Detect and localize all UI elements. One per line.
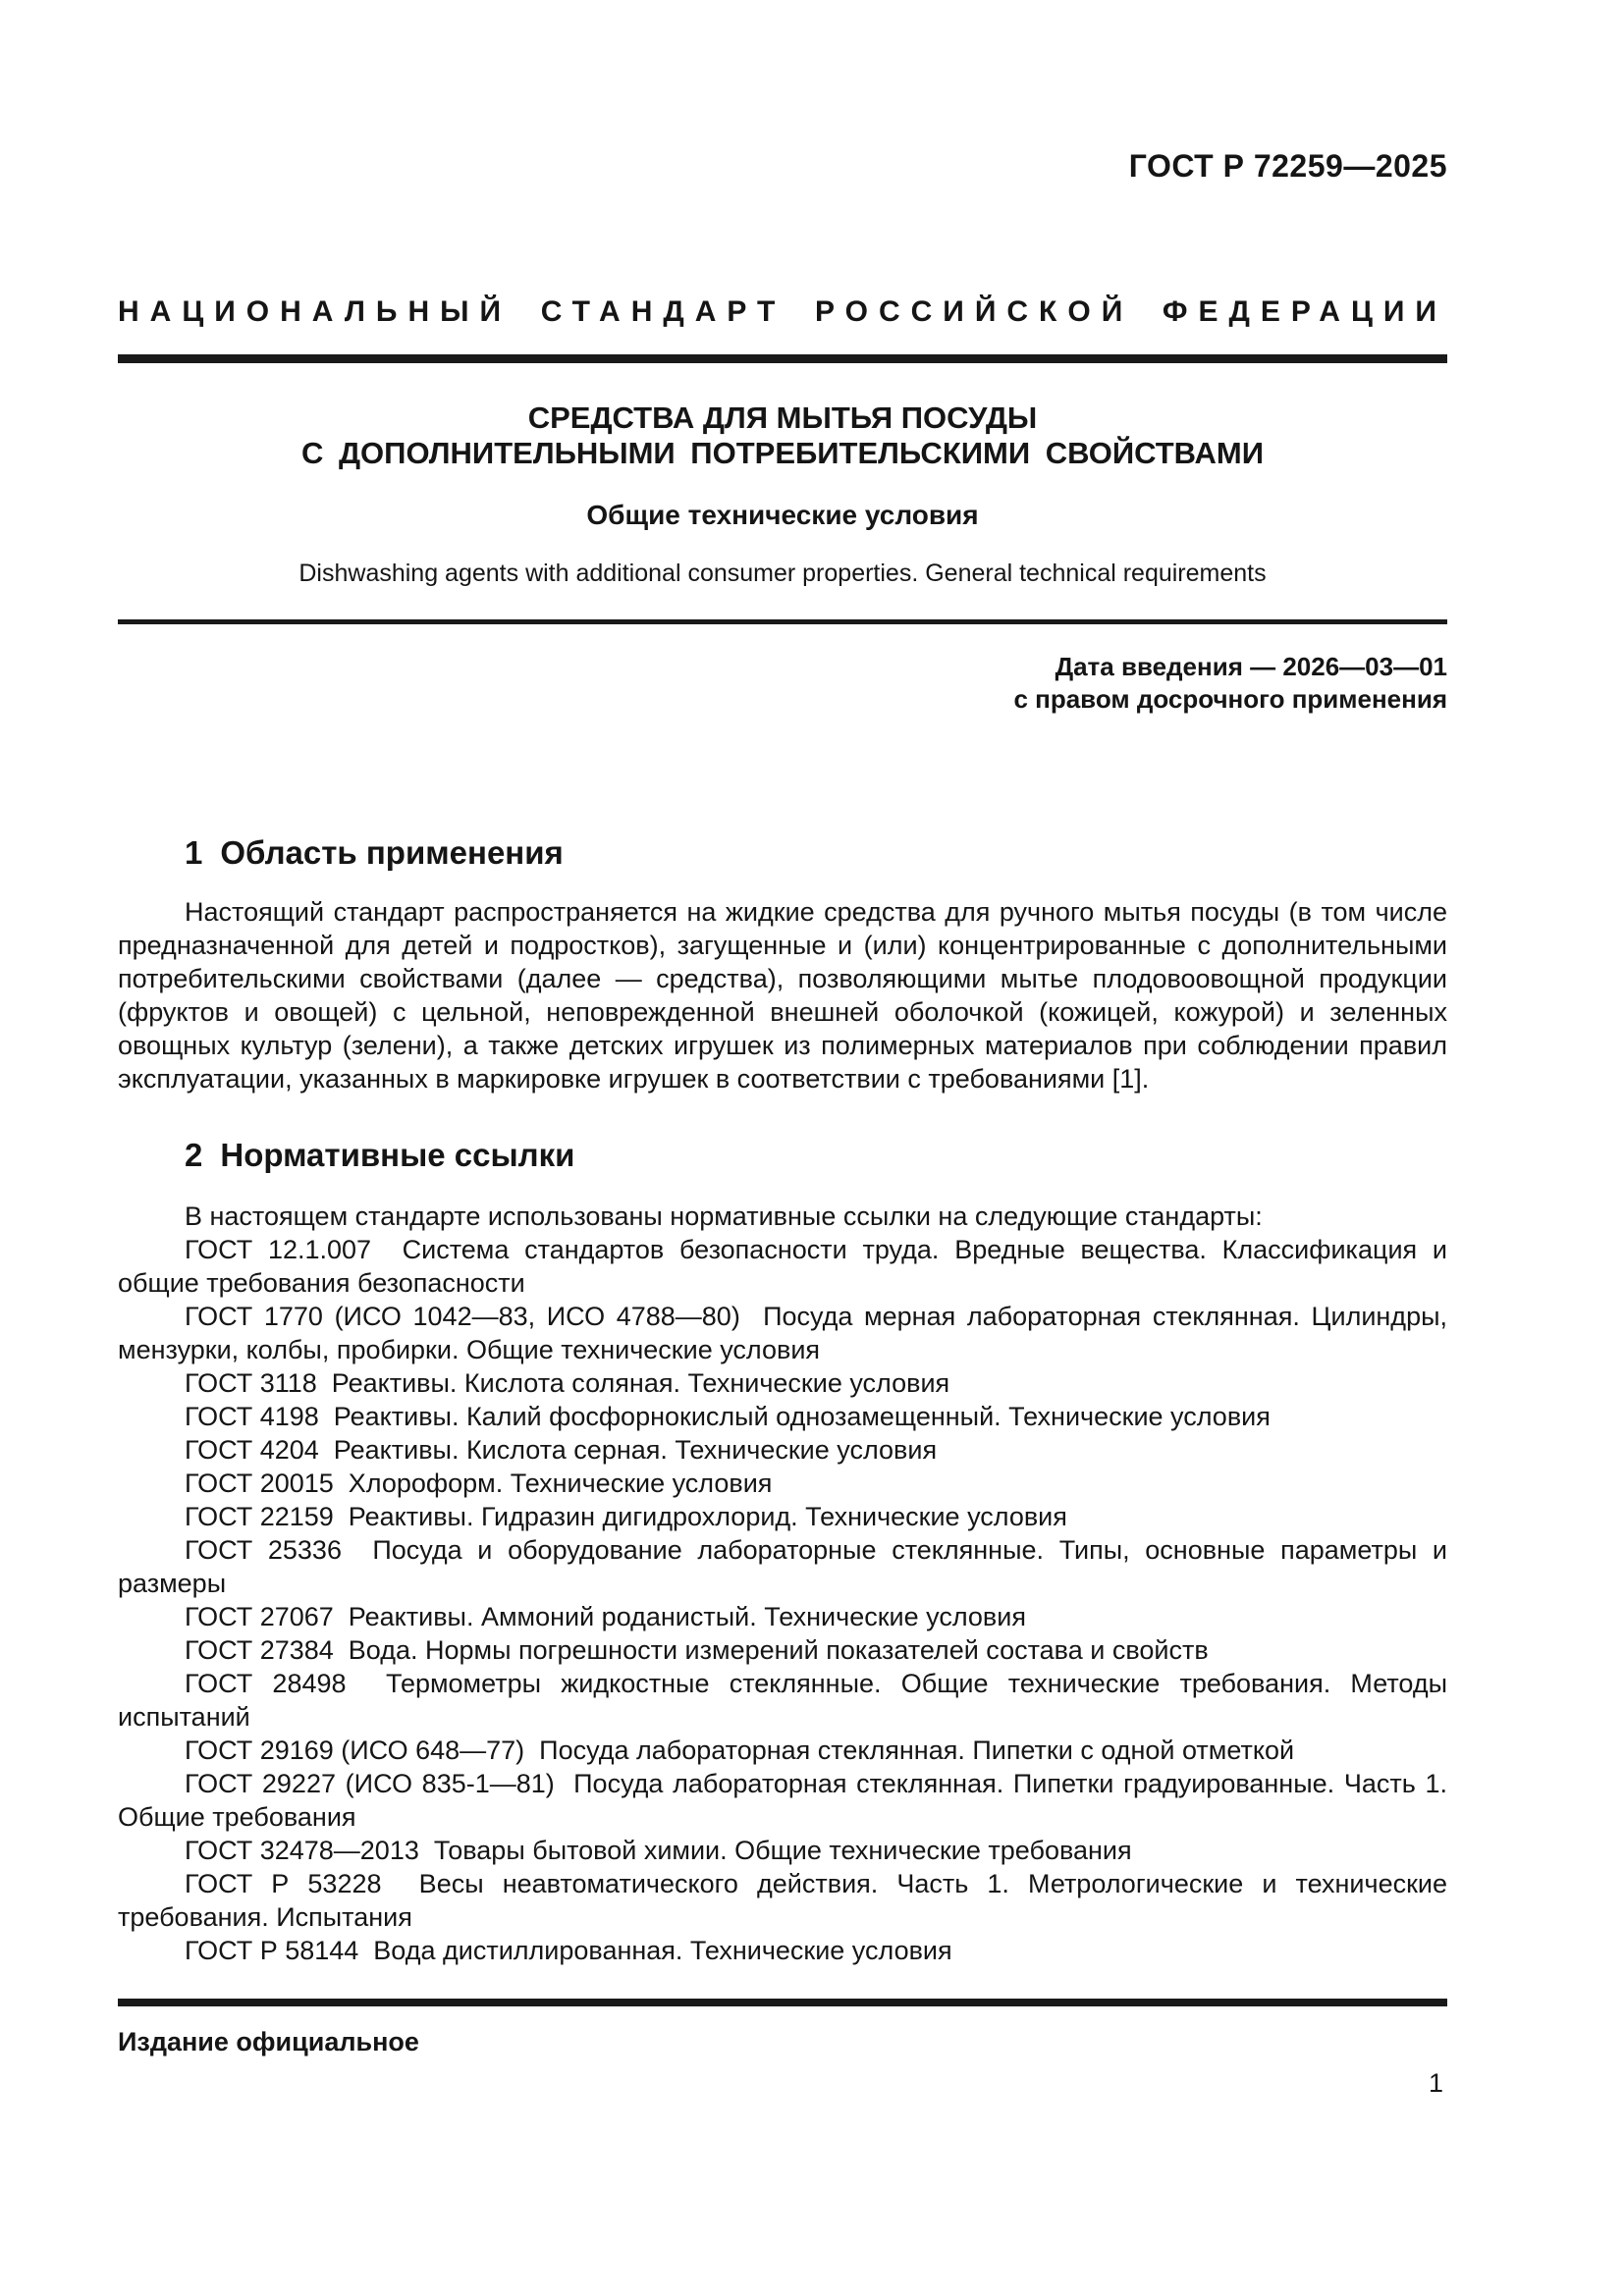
effective-date: Дата введения — 2026—03—01 <box>1055 652 1447 681</box>
footer-rule <box>118 1999 1447 2006</box>
reference-item: ГОСТ 4204 Реактивы. Кислота серная. Технические условия <box>185 1435 938 1465</box>
reference-item: ГОСТ 27067 Реактивы. Аммоний роданистый. Технические условия <box>185 1602 1026 1631</box>
reference-item: ГОСТ 3118 Реактивы. Кислота соляная. Технические условия <box>185 1368 950 1398</box>
reference-item: ГОСТ 28498 Термометры жидкостные стеклянные. Общие технические требования. Методы испытаний <box>118 1669 1455 1732</box>
reference-item: ГОСТ Р 53228 Весы неавтоматического действия. Часть 1. Метрологические и технические требования. Испытания <box>118 1869 1455 1932</box>
section-1-heading <box>118 834 1447 872</box>
reference-item: ГОСТ 20015 Хлороформ. Технические условия <box>185 1468 773 1498</box>
doc-title-ru <box>118 400 1447 471</box>
references-intro: В настоящем стандарте использованы нормативные ссылки на следующие стандарты: <box>185 1201 1263 1231</box>
reference-item: ГОСТ 32478—2013 Товары бытовой химии. Общие технические требования <box>185 1836 1132 1865</box>
section-2-heading <box>118 1137 1447 1174</box>
reference-item: ГОСТ 29169 (ИСО 648—77) Посуда лабораторная стеклянная. Пипетки с одной отметкой <box>185 1735 1295 1765</box>
standard-type-heading: НАЦИОНАЛЬНЫЙ СТАНДАРТ РОССИЙСКОЙ ФЕДЕРАЦИИ <box>118 295 1447 328</box>
header-rule <box>118 354 1447 363</box>
section-1-number: 1 <box>185 834 203 871</box>
section-2-title: Нормативные ссылки <box>220 1137 575 1173</box>
reference-item: ГОСТ Р 58144 Вода дистиллированная. Технические условия <box>185 1936 952 1965</box>
reference-item: ГОСТ 4198 Реактивы. Калий фосфорнокислый однозамещенный. Технические условия <box>185 1402 1271 1431</box>
section-2-number: 2 <box>185 1137 203 1173</box>
reference-item: ГОСТ 27384 Вода. Нормы погрешности измерений показателей состава и свойств <box>185 1635 1209 1665</box>
title-rule <box>118 619 1447 624</box>
section-1-title: Область применения <box>220 834 564 871</box>
doc-code: ГОСТ Р 72259—2025 <box>1128 148 1447 184</box>
doc-title-line2: С ДОПОЛНИТЕЛЬНЫМИ ПОТРЕБИТЕЛЬСКИМИ СВОЙСТВАМИ <box>300 436 1265 470</box>
doc-subtitle: Общие технические условия <box>586 500 979 530</box>
scope-paragraph: Настоящий стандарт распространяется на жидкие средства для ручного мытья посуды (в том числе предназначенной для детей и подростков), загущенные и (или) концентрированные с дополнительными потребительскими свойствами (далее — средства), позволяющими мытье плодовоовощной продукции (фруктов и овощей) с цельной, неповрежденной внешней оболочкой (кожицей, кожурой) и зеленных овощных культур (зелени), а также детских игрушек из полимерных материалов при соблюдении правил эксплуатации, указанных в маркировке игрушек в соответствии с требованиями [1]. <box>118 897 1455 1094</box>
edition-note: Издание официальное <box>118 2027 419 2056</box>
reference-item: ГОСТ 22159 Реактивы. Гидразин дигидрохлорид. Технические условия <box>185 1502 1067 1531</box>
introduction-date-block <box>118 651 1447 716</box>
reference-item: ГОСТ 12.1.007 Система стандартов безопасности труда. Вредные вещества. Классификация и общие требования безопасности <box>118 1235 1455 1298</box>
reference-item: ГОСТ 25336 Посуда и оборудование лабораторные стеклянные. Типы, основные параметры и размеры <box>118 1535 1455 1598</box>
early-application-note: с правом досрочного применения <box>1013 684 1447 714</box>
doc-title-en: Dishwashing agents with additional consumer properties. General technical requirements <box>298 560 1267 587</box>
doc-title-line1: СРЕДСТВА ДЛЯ МЫТЬЯ ПОСУДЫ <box>527 400 1038 435</box>
reference-item: ГОСТ 29227 (ИСО 835-1—81) Посуда лабораторная стеклянная. Пипетки градуированные. Часть 1. Общие требования <box>118 1769 1455 1832</box>
reference-item: ГОСТ 1770 (ИСО 1042—83, ИСО 4788—80) Посуда мерная лабораторная стеклянная. Цилиндры, мензурки, колбы, пробирки. Общие технические условия <box>118 1302 1455 1364</box>
page-number: 1 <box>1428 2068 1443 2098</box>
